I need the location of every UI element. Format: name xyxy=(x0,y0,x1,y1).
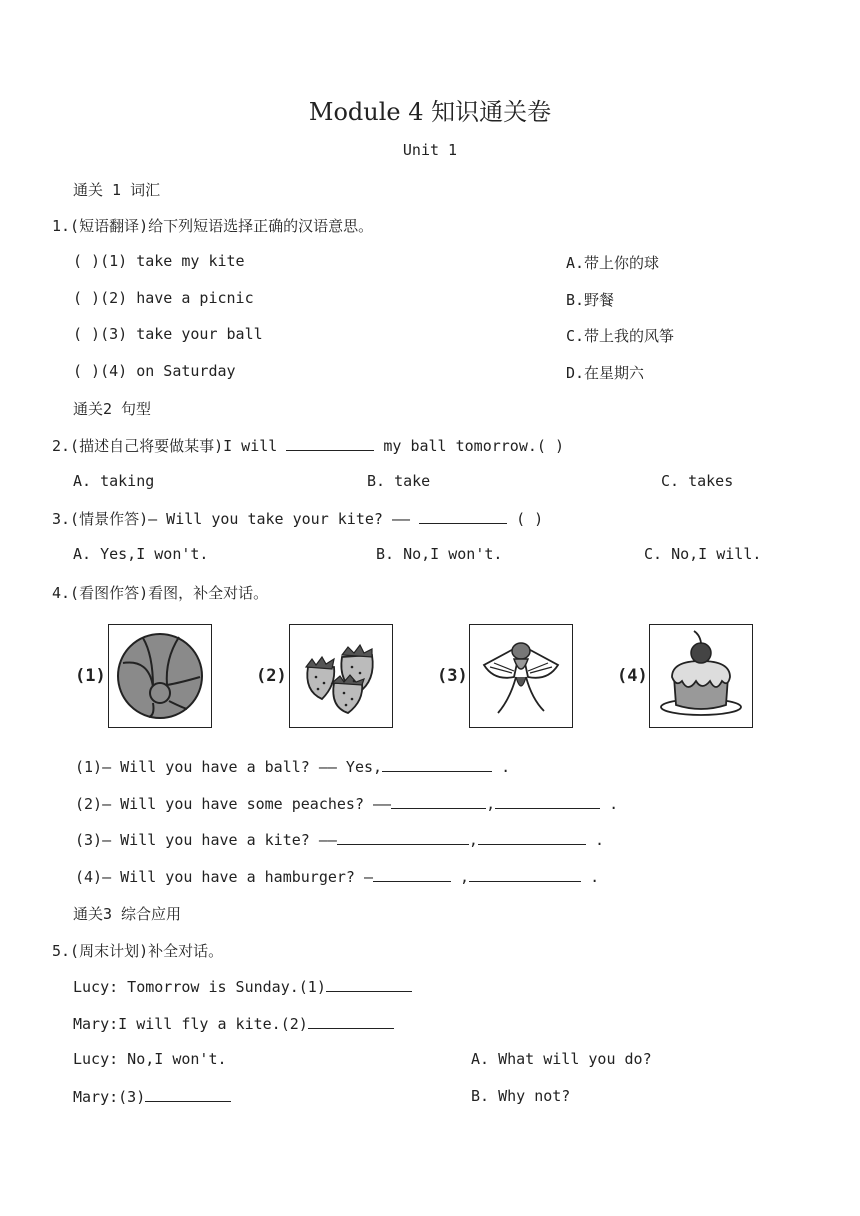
q3-stem-post: ( ) xyxy=(516,510,544,528)
q1-item-2: ( )(2) have a picnic xyxy=(73,289,254,307)
q4-line-2-blank-2[interactable] xyxy=(495,794,600,809)
q5-blank-2[interactable] xyxy=(308,1014,394,1029)
page-title: Module 4 知识通关卷 xyxy=(308,98,552,126)
q4-line-1 xyxy=(75,757,510,776)
q4-line-2-end: . xyxy=(609,795,619,813)
pic-label-4: (4) xyxy=(617,666,648,686)
q4-line-3-end: . xyxy=(594,831,604,849)
section-1-heading: 通关 1 词汇 xyxy=(73,181,161,199)
ball-icon xyxy=(109,625,211,727)
q4-line-4-end: . xyxy=(590,868,600,886)
q4-line-4-comma: , xyxy=(460,868,470,886)
unit-subtitle: Unit 1 xyxy=(402,141,458,159)
q4-line-3 xyxy=(75,830,604,849)
picture-cake xyxy=(649,624,753,728)
q2-blank[interactable] xyxy=(286,436,374,451)
q3-stem xyxy=(52,508,543,529)
q2-option-b: B. take xyxy=(367,472,431,490)
q2-stem-post: my ball tomorrow.( ) xyxy=(383,437,564,455)
q1-option-b: B.野餐 xyxy=(566,291,615,309)
q3-stem-pre: 3.(情景作答)— Will you take your kite? —— xyxy=(52,510,411,528)
q2-stem-pre: 2.(描述自己将要做某事)I will xyxy=(52,437,278,455)
section-3-heading: 通关3 综合应用 xyxy=(73,905,182,923)
q5-option-b: B. Why not? xyxy=(471,1087,571,1105)
q5-line-1 xyxy=(73,977,412,996)
q3-blank[interactable] xyxy=(419,509,507,524)
strawberry-icon xyxy=(290,625,392,727)
q5-option-a: A. What will you do? xyxy=(471,1050,652,1068)
q1-option-c: C.带上我的风筝 xyxy=(566,327,675,345)
q2-option-a: A. taking xyxy=(73,472,155,490)
q4-line-3-comma: , xyxy=(468,831,478,849)
q1-prompt: 1.(短语翻译)给下列短语选择正确的汉语意思。 xyxy=(52,217,374,235)
picture-kite xyxy=(469,624,573,728)
cake-icon xyxy=(650,625,752,727)
q2-stem xyxy=(52,435,564,456)
q4-line-1-text: (1)— Will you have a ball? —— Yes, xyxy=(75,758,383,776)
q4-line-4-blank-2[interactable] xyxy=(469,867,581,882)
q5-line-3: Lucy: No,I won't. xyxy=(73,1050,227,1068)
q4-line-1-end: . xyxy=(501,758,511,776)
q4-line-2-text: (2)— Will you have some peaches? —— xyxy=(75,795,392,813)
section-2-heading: 通关2 句型 xyxy=(73,400,152,418)
q2-option-c: C. takes xyxy=(661,472,734,490)
q5-prompt: 5.(周末计划)补全对话。 xyxy=(52,942,224,960)
picture-strawberries xyxy=(289,624,393,728)
q4-line-2-blank-1[interactable] xyxy=(391,794,486,809)
q5-line-1-text: Lucy: Tomorrow is Sunday.(1) xyxy=(73,978,326,996)
q3-option-b: B. No,I won't. xyxy=(376,545,503,563)
q4-prompt: 4.(看图作答)看图，补全对话。 xyxy=(52,584,269,602)
q1-option-a: A.带上你的球 xyxy=(566,254,660,272)
q5-line-2-text: Mary:I will fly a kite.(2) xyxy=(73,1015,308,1033)
kite-icon xyxy=(470,625,572,727)
q5-line-2 xyxy=(73,1014,394,1033)
q1-item-1: ( )(1) take my kite xyxy=(73,252,245,270)
pic-label-2: (2) xyxy=(256,666,287,686)
q4-line-3-blank-1[interactable] xyxy=(337,830,469,845)
q4-line-1-blank[interactable] xyxy=(382,757,492,772)
q3-option-a: A. Yes,I won't. xyxy=(73,545,209,563)
pic-label-3: (3) xyxy=(437,666,468,686)
q4-line-4-text: (4)— Will you have a hamburger? — xyxy=(75,868,374,886)
q4-line-4 xyxy=(75,867,599,886)
q1-item-4: ( )(4) on Saturday xyxy=(73,362,236,380)
q4-line-3-text: (3)— Will you have a kite? —— xyxy=(75,831,337,849)
q4-line-2 xyxy=(75,794,618,813)
q5-blank-1[interactable] xyxy=(326,977,412,992)
q4-line-3-blank-2[interactable] xyxy=(478,830,586,845)
q1-item-3: ( )(3) take your ball xyxy=(73,325,263,343)
q5-line-4-text: Mary:(3) xyxy=(73,1088,146,1106)
q5-line-4 xyxy=(73,1087,231,1106)
pic-label-1: (1) xyxy=(75,666,106,686)
q5-blank-3[interactable] xyxy=(145,1087,231,1102)
q3-option-c: C. No,I will. xyxy=(644,545,762,563)
q4-line-4-blank-1[interactable] xyxy=(373,867,451,882)
q1-option-d: D.在星期六 xyxy=(566,364,645,382)
q4-line-2-comma: , xyxy=(486,795,496,813)
picture-ball xyxy=(108,624,212,728)
